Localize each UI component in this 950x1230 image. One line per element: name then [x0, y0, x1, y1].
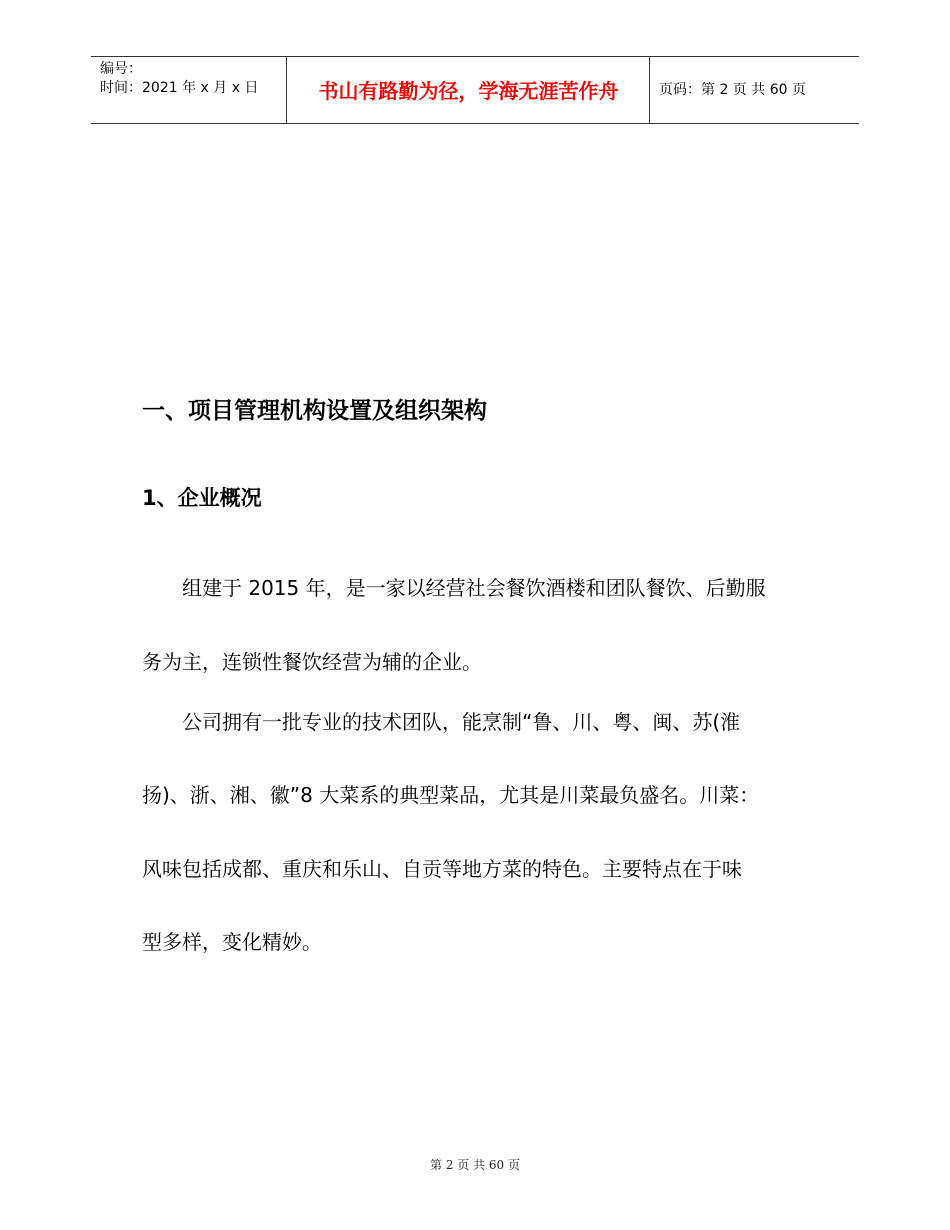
page-header [91, 56, 859, 124]
page-footer: 第 2 页 共 60 页 [430, 1158, 520, 1172]
section-heading: 一、项目管理机构设置及组织架构 [142, 398, 487, 424]
subsection-heading: 1、企业概况 [142, 486, 262, 510]
paragraph-2-line-2: 扬)、浙、湘、徽”8 大菜系的典型菜品，尤其是川菜最负盛名。川菜： [142, 783, 760, 807]
header-page-info: 页码：第 2 页 共 60 页 [659, 82, 806, 98]
paragraph-2-line-1: 公司拥有一批专业的技术团队，能烹制“鲁、川、粤、闽、苏(淮 [182, 710, 741, 734]
paragraph-2-line-4: 型多样，变化精妙。 [142, 930, 322, 954]
header-page-cell [649, 57, 859, 123]
header-motto: 书山有路勤为径，学海无涯苦作舟 [318, 79, 619, 103]
paragraph-1-line-2: 务为主，连锁性餐饮经营为辅的企业。 [142, 650, 482, 674]
document-number-label: 编号： [100, 61, 142, 77]
paragraph-1-line-1: 组建于 2015 年，是一家以经营社会餐饮酒楼和团队餐饮、后勤服 [182, 576, 766, 600]
document-time-label: 时间：2021 年 x 月 x 日 [100, 80, 259, 96]
header-meta-cell [91, 57, 286, 123]
header-motto-cell [286, 57, 650, 123]
paragraph-2-line-3: 风味包括成都、重庆和乐山、自贡等地方菜的特色。主要特点在于味 [142, 857, 742, 881]
